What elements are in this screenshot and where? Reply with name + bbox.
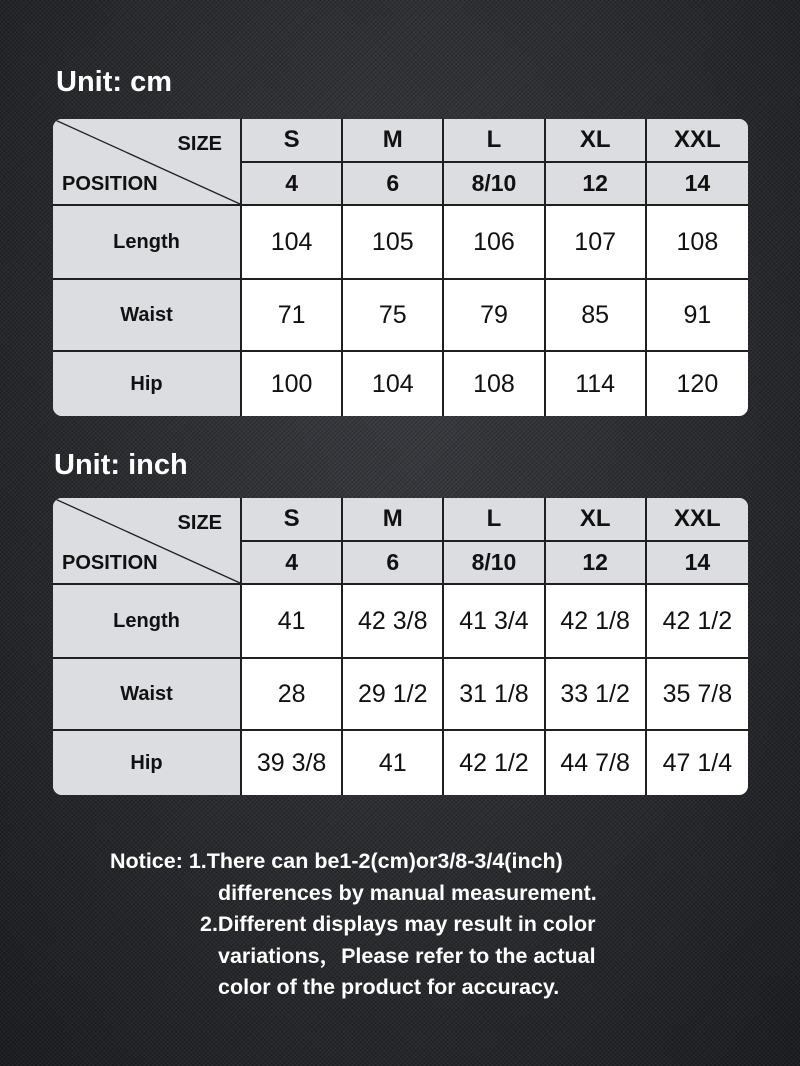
numeric-size-m: 6: [343, 542, 444, 585]
table-corner-header: [53, 119, 242, 206]
row-label-length: Length: [53, 206, 242, 280]
notice-item-2-line-2: variations，Please refer to the actual: [218, 943, 596, 968]
numeric-size-xxl: 14: [647, 163, 748, 206]
table-cell: 33 1/2: [546, 659, 647, 731]
table-cell: 71: [242, 280, 343, 352]
table-row: [53, 206, 748, 280]
numeric-size-xl: 12: [546, 163, 647, 206]
size-header-m: M: [343, 498, 444, 542]
size-header-xxl: XXL: [647, 498, 748, 542]
notice-item-2-line-1: 2.Different displays may result in color: [200, 912, 596, 936]
size-table-cm: [53, 119, 748, 416]
unit-title-inch: Unit: inch: [54, 449, 188, 481]
size-label: SIZE: [177, 133, 222, 155]
numeric-size-m: 6: [343, 163, 444, 206]
size-header-s: S: [242, 119, 343, 163]
table-cell: 28: [242, 659, 343, 731]
table-cell: 29 1/2: [343, 659, 444, 731]
table-cell: 85: [546, 280, 647, 352]
size-table-inch: [53, 498, 748, 795]
size-label: SIZE: [177, 512, 222, 534]
table-cell: 106: [444, 206, 545, 280]
size-header-l: L: [444, 119, 545, 163]
table-row: [53, 585, 748, 659]
table-cell: 91: [647, 280, 748, 352]
notice-prefix: Notice:: [110, 849, 189, 873]
numeric-size-xl: 12: [546, 542, 647, 585]
notice-item-2-line-3: color of the product for accuracy.: [218, 975, 560, 999]
table-cell: 108: [444, 352, 545, 416]
table-cell: 44 7/8: [546, 731, 647, 795]
notice-text: [110, 846, 597, 1004]
notice-item-1-line-1: 1.There can be1-2(cm)or3/8-3/4(inch): [188, 849, 563, 873]
notice-item-1: [110, 846, 597, 878]
table-cell: 35 7/8: [647, 659, 748, 731]
table-row: [53, 280, 748, 352]
size-header-s: S: [242, 498, 343, 542]
size-header-xl: XL: [546, 498, 647, 542]
row-label-hip: Hip: [53, 731, 242, 795]
table-cell: 75: [343, 280, 444, 352]
position-label: POSITION: [62, 552, 158, 574]
table-cell: 47 1/4: [662, 748, 733, 777]
numeric-size-s: 4: [242, 542, 343, 585]
table-cell: 104: [242, 206, 343, 280]
size-header-l: L: [444, 498, 545, 542]
table-cell: 42 1/2: [444, 731, 545, 795]
table-cell: 42 1/8: [546, 585, 647, 659]
table-row: [53, 731, 748, 795]
table-cell: 120: [676, 369, 719, 398]
table-cell: 108: [647, 206, 748, 280]
table-cell: 39 3/8: [242, 731, 343, 795]
table-cell: 114: [546, 352, 647, 416]
table-cell: 42 3/8: [343, 585, 444, 659]
size-header-m: M: [343, 119, 444, 163]
numeric-size-s: 4: [242, 163, 343, 206]
table-row: [53, 352, 748, 416]
table-row: [53, 659, 748, 731]
table-cell: 79: [444, 280, 545, 352]
table-cell: 105: [343, 206, 444, 280]
notice-item-1-line-2: differences by manual measurement.: [218, 880, 597, 905]
row-label-length: Length: [53, 585, 242, 659]
numeric-size-xxl: 14: [647, 542, 748, 585]
row-label-hip: Hip: [53, 352, 242, 416]
table-corner-header: [53, 498, 242, 585]
table-cell: 104: [343, 352, 444, 416]
row-label-waist: Waist: [53, 659, 242, 731]
size-header-xl: XL: [546, 119, 647, 163]
table-cell: 41: [343, 731, 444, 795]
row-label-waist: Waist: [53, 280, 242, 352]
unit-title-cm: Unit: cm: [56, 66, 172, 98]
numeric-size-l: 8/10: [444, 163, 545, 206]
table-cell: 41: [242, 585, 343, 659]
numeric-size-l: 8/10: [444, 542, 545, 585]
table-cell: 100: [242, 352, 343, 416]
position-label: POSITION: [62, 173, 158, 195]
table-cell: 42 1/2: [647, 585, 748, 659]
size-header-xxl: XXL: [647, 119, 748, 163]
table-cell: 107: [546, 206, 647, 280]
table-cell: 31 1/8: [444, 659, 545, 731]
table-cell: 41 3/4: [444, 585, 545, 659]
